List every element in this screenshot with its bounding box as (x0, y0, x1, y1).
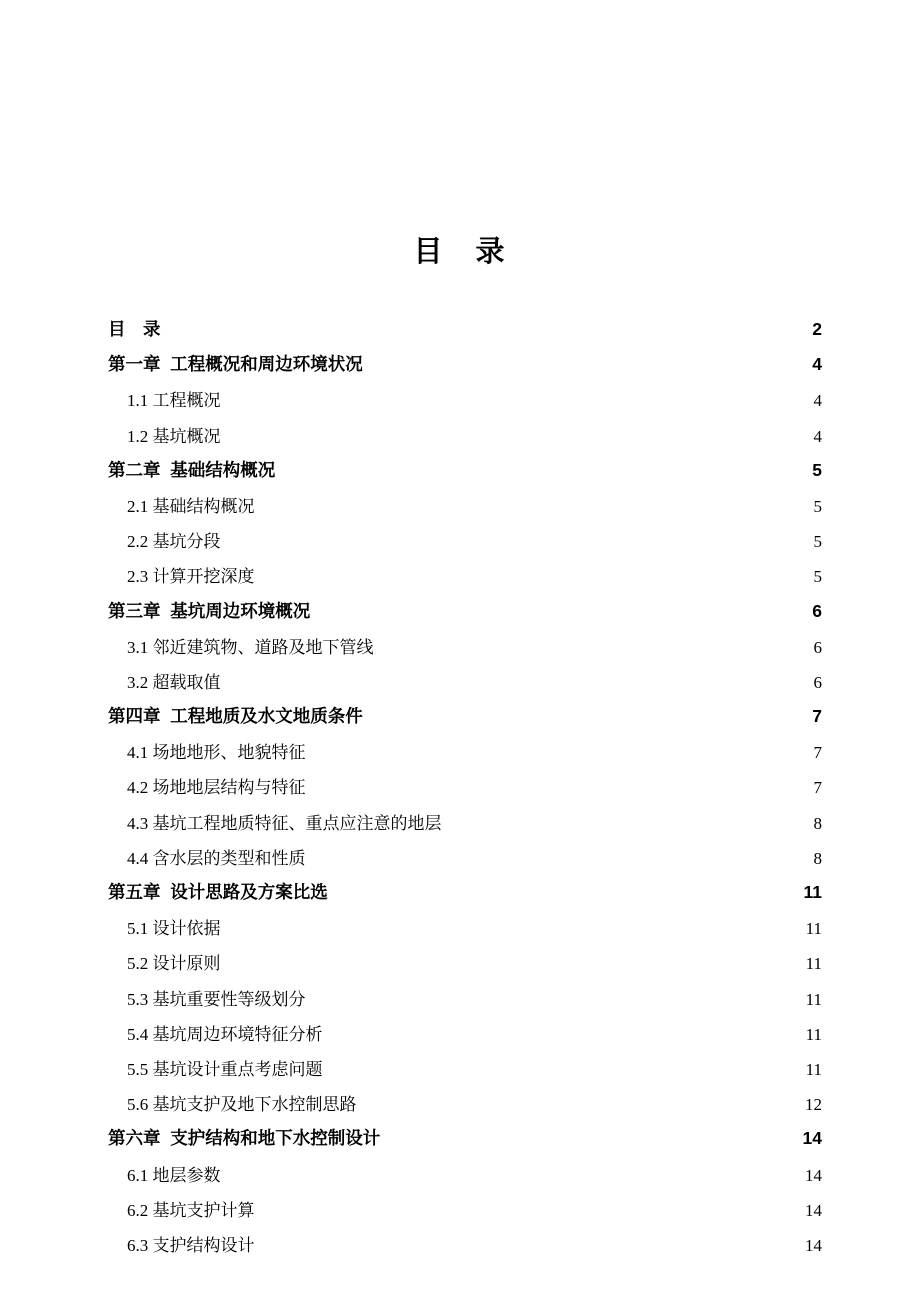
toc-entry-label: 4.4 含水层的类型和性质 (127, 848, 306, 868)
toc-dot-leader (382, 1160, 801, 1161)
toc-dot-leader (359, 1124, 805, 1125)
toc-entry-label: 4.3 基坑工程地质特征、重点应注意的地层 (127, 813, 442, 833)
toc-entry-page-number: 14 (805, 1235, 822, 1255)
toc-entry-label: 5.2 设计原则 (127, 954, 221, 974)
toc-entry[interactable] (108, 351, 822, 386)
toc-entry-page-number: 12 (805, 1095, 822, 1115)
toc-entry-label: 5.3 基坑重要性等级划分 (127, 989, 306, 1009)
toc-entry-page-number: 4 (812, 354, 822, 375)
toc-entry[interactable] (108, 562, 822, 597)
toc-entry-label: 第四章 工程地质及水文地质条件 (108, 706, 363, 727)
toc-dot-leader (223, 421, 813, 422)
toc-entry-page-number: 7 (813, 743, 822, 763)
toc-entry-page-number: 11 (805, 1024, 822, 1044)
toc-entry-label: 目 录 (108, 319, 161, 339)
toc-entry-label: 4.2 场地地层结构与特征 (127, 778, 306, 798)
toc-entry[interactable] (108, 668, 822, 703)
toc-entry[interactable] (108, 809, 822, 844)
toc-entry-page-number: 8 (813, 848, 822, 868)
toc-dot-leader (325, 1054, 805, 1055)
toc-entry-page-number: 6 (813, 672, 822, 692)
toc-dot-leader (223, 1195, 805, 1196)
toc-dot-leader (223, 702, 813, 703)
toc-entry-page-number: 14 (802, 1128, 822, 1149)
toc-entry-page-number: 5 (813, 532, 822, 552)
toc-entry[interactable] (108, 985, 822, 1020)
toc-entry[interactable] (108, 773, 822, 808)
toc-entry-page-number: 2 (812, 319, 822, 339)
toc-entry[interactable] (108, 1161, 822, 1196)
toc-entry[interactable] (108, 316, 822, 351)
toc-entry-page-number: 11 (805, 954, 822, 974)
toc-dot-leader (257, 526, 813, 527)
toc-entry-label: 6.3 支护结构设计 (127, 1235, 255, 1255)
toc-entry-page-number: 4 (813, 391, 822, 411)
toc-entry-page-number: 14 (805, 1200, 822, 1220)
toc-dot-leader (223, 984, 805, 985)
toc-entry-page-number: 7 (813, 778, 822, 798)
toc-dot-leader (308, 772, 813, 773)
toc-entry[interactable] (108, 598, 822, 633)
toc-entry[interactable] (108, 1055, 822, 1090)
toc-entry[interactable] (108, 457, 822, 492)
toc-entry-label: 5.5 基坑设计重点考虑问题 (127, 1059, 323, 1079)
toc-entry[interactable] (108, 1090, 822, 1125)
toc-entry-page-number: 14 (805, 1165, 822, 1185)
toc-entry-label: 第一章 工程概况和周边环境状况 (108, 354, 363, 375)
toc-entry[interactable] (108, 738, 822, 773)
toc-entry-label: 2.3 计算开挖深度 (127, 567, 255, 587)
toc-entry-page-number: 5 (813, 496, 822, 516)
toc-entry-page-number: 5 (812, 459, 822, 480)
toc-dot-leader (365, 737, 812, 738)
toc-entry-label: 第三章 基坑周边环境概况 (108, 600, 311, 621)
toc-dot-leader (223, 948, 805, 949)
toc-entry-label: 1.1 工程概况 (127, 391, 221, 411)
toc-dot-leader (223, 561, 813, 562)
toc-entry-page-number: 11 (805, 919, 822, 939)
toc-dot-leader (325, 1089, 805, 1090)
toc-entry-page-number: 11 (805, 989, 822, 1009)
toc-entry-page-number: 11 (805, 1059, 822, 1079)
toc-dot-leader (308, 808, 813, 809)
toc-dot-leader (257, 1230, 805, 1231)
page-title: 目 录 (413, 236, 507, 268)
toc-entry-label: 2.2 基坑分段 (127, 532, 221, 552)
toc-entry-page-number: 7 (812, 706, 822, 727)
toc-dot-leader (444, 843, 813, 844)
toc-entry[interactable] (108, 633, 822, 668)
toc-dot-leader (257, 1265, 805, 1266)
toc-entry-label: 5.1 设计依据 (127, 919, 221, 939)
toc-entry-label: 5.6 基坑支护及地下水控制思路 (127, 1095, 357, 1115)
table-of-contents (108, 316, 822, 1266)
toc-entry[interactable] (108, 703, 822, 738)
toc-entry[interactable] (108, 1231, 822, 1266)
toc-entry[interactable] (108, 386, 822, 421)
toc-dot-leader (277, 491, 811, 492)
toc-entry-label: 第二章 基础结构概况 (108, 459, 276, 480)
toc-dot-leader (312, 632, 811, 633)
toc-entry[interactable] (108, 1196, 822, 1231)
toc-entry-page-number: 4 (813, 426, 822, 446)
toc-entry-page-number: 8 (813, 813, 822, 833)
toc-entry-label: 6.2 基坑支护计算 (127, 1200, 255, 1220)
toc-dot-leader (365, 385, 812, 386)
toc-entry[interactable] (108, 879, 822, 914)
toc-entry[interactable] (108, 422, 822, 457)
toc-entry[interactable] (108, 949, 822, 984)
toc-dot-leader (376, 667, 813, 668)
toc-entry[interactable] (108, 527, 822, 562)
toc-entry-page-number: 5 (813, 567, 822, 587)
toc-entry[interactable] (108, 1125, 822, 1160)
toc-entry-label: 3.1 邻近建筑物、道路及地下管线 (127, 637, 374, 657)
toc-dot-leader (223, 456, 813, 457)
toc-dot-leader (308, 1019, 805, 1020)
toc-entry-label: 4.1 场地地形、地貌特征 (127, 743, 306, 763)
toc-entry-label: 3.2 超载取值 (127, 672, 221, 692)
toc-dot-leader (308, 878, 813, 879)
toc-entry-page-number: 11 (803, 882, 822, 902)
toc-entry-label: 第六章 支护结构和地下水控制设计 (108, 1128, 381, 1149)
toc-dot-leader (163, 350, 812, 351)
toc-entry-label: 6.1 地层参数 (127, 1165, 221, 1185)
toc-dot-leader (257, 597, 813, 598)
toc-entry-label: 1.2 基坑概况 (127, 426, 221, 446)
toc-entry[interactable] (108, 914, 822, 949)
toc-entry[interactable] (108, 492, 822, 527)
toc-entry-label: 第五章 设计思路及方案比选 (108, 882, 328, 902)
toc-entry[interactable] (108, 1020, 822, 1055)
toc-dot-leader (330, 913, 803, 914)
toc-entry-page-number: 6 (812, 600, 822, 621)
toc-entry[interactable] (108, 844, 822, 879)
toc-entry-label: 2.1 基础结构概况 (127, 496, 255, 516)
toc-entry-page-number: 6 (813, 637, 822, 657)
toc-entry-label: 5.4 基坑周边环境特征分析 (127, 1024, 323, 1044)
